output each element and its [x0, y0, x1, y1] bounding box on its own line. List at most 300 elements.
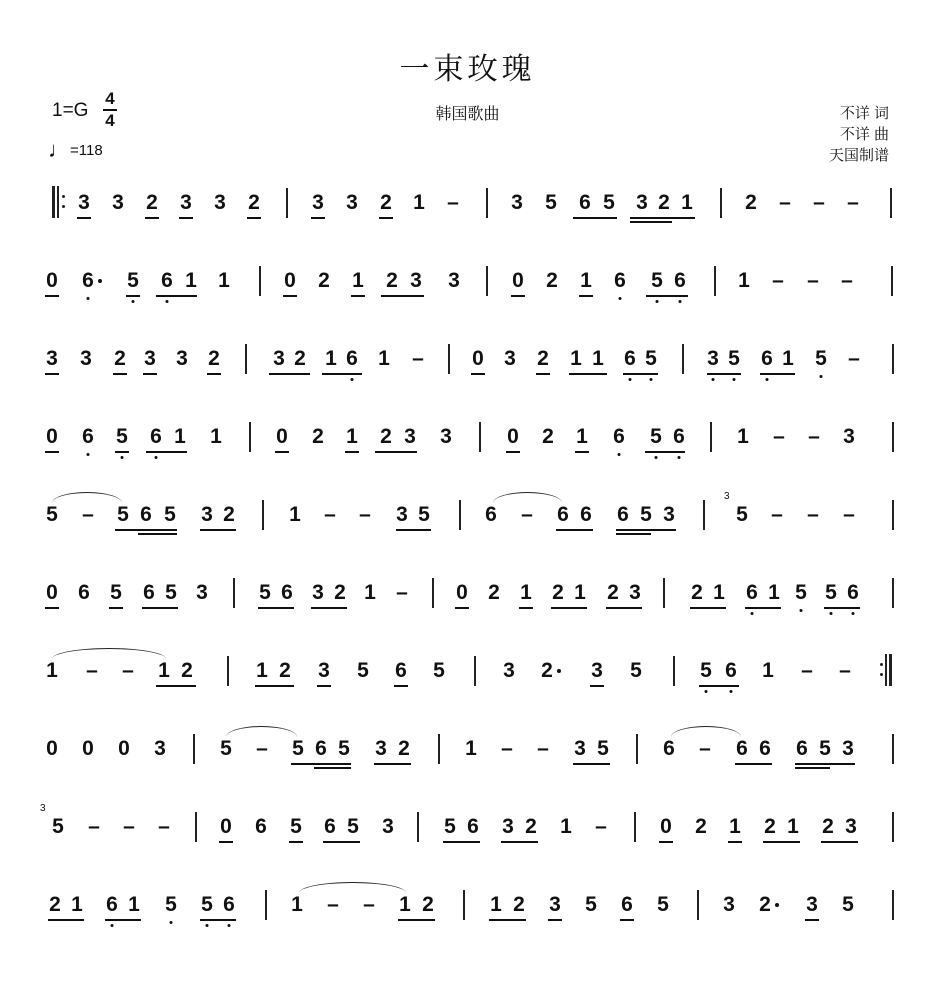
note: 5: [164, 503, 176, 526]
underline: [590, 685, 604, 687]
underline: [283, 295, 297, 297]
time-signature-top: 4: [105, 89, 115, 108]
note: 2: [764, 815, 776, 838]
underline: [317, 685, 331, 687]
note: 0: [284, 269, 296, 292]
bar-line: [720, 188, 722, 218]
beam-line: [322, 373, 362, 375]
repeat-dot: [62, 205, 65, 208]
composer-credit: 不详 曲: [839, 126, 889, 143]
underline: [143, 373, 157, 375]
lower-octave-dot: [678, 456, 681, 459]
lower-octave-dot: [730, 690, 733, 693]
dash-sustain: –: [843, 503, 855, 526]
bar-line: [703, 500, 705, 530]
bar-line: [710, 422, 712, 452]
beam-line: [115, 529, 177, 531]
note: 5: [795, 581, 807, 604]
bar-line: [892, 422, 894, 452]
lower-octave-dot: [650, 378, 653, 381]
note: 1: [738, 269, 750, 292]
dash-sustain: –: [807, 269, 819, 292]
note: 3: [806, 893, 818, 916]
dash-sustain: –: [779, 191, 791, 214]
bar-line: [286, 188, 288, 218]
note: 3: [707, 347, 719, 370]
bar-line: [195, 812, 197, 842]
underline: [77, 217, 91, 219]
note: 6: [614, 269, 626, 292]
note: 6: [759, 737, 771, 760]
note: 1: [570, 347, 582, 370]
note: 6: [315, 737, 327, 760]
dash-sustain: –: [82, 503, 94, 526]
note: 1: [46, 659, 58, 682]
song-origin: 韩国歌曲: [435, 106, 500, 123]
beam-line: [645, 451, 685, 453]
note: 0: [46, 581, 58, 604]
beam-line: [156, 295, 197, 297]
note: 2: [537, 347, 549, 370]
note: 5: [650, 425, 662, 448]
underline: [247, 217, 261, 219]
bar-line: [892, 500, 894, 530]
dash-sustain: –: [86, 659, 98, 682]
note: 1: [71, 893, 83, 916]
lower-octave-dot: [228, 924, 231, 927]
note: 6: [161, 269, 173, 292]
underline: [207, 373, 221, 375]
bar-line: [463, 890, 465, 920]
note: 1: [218, 269, 230, 292]
note: 0: [472, 347, 484, 370]
bar-line: [682, 344, 684, 374]
note: 6: [82, 425, 94, 448]
note: 5: [418, 503, 430, 526]
time-signature-bottom: 4: [105, 111, 115, 130]
note: 3: [440, 425, 452, 448]
underline: [311, 217, 325, 219]
note: 0: [46, 425, 58, 448]
note: 3: [273, 347, 285, 370]
beam-line: [398, 919, 435, 921]
note: 2: [658, 191, 670, 214]
lower-octave-dot: [655, 456, 658, 459]
note: 2: [312, 425, 324, 448]
beam-line: [795, 763, 855, 765]
beam-line: [821, 841, 858, 843]
dash-sustain: –: [88, 815, 100, 838]
note: 6: [223, 893, 235, 916]
note: 2: [546, 269, 558, 292]
note: 3: [629, 581, 641, 604]
underline: [115, 451, 129, 453]
key-signature: 1=G: [52, 100, 89, 121]
beam-line: [551, 607, 587, 609]
note: 5: [165, 581, 177, 604]
note: 6: [761, 347, 773, 370]
note: 2: [380, 425, 392, 448]
beam-line: [311, 607, 347, 609]
note: 0: [46, 737, 58, 760]
beam-line: [138, 533, 177, 535]
note: 6: [467, 815, 479, 838]
note: 3: [504, 347, 516, 370]
dash-sustain: –: [771, 503, 783, 526]
note: 3: [845, 815, 857, 838]
beam-line: [156, 685, 196, 687]
staff-row: [0, 346, 935, 406]
note: 6: [746, 581, 758, 604]
lower-octave-dot: [351, 378, 354, 381]
note: 3: [396, 503, 408, 526]
underline: [548, 919, 562, 921]
beam-line: [489, 919, 526, 921]
beam-line: [375, 451, 417, 453]
dash-sustain: –: [841, 269, 853, 292]
dash-sustain: –: [848, 347, 860, 370]
lower-octave-dot: [155, 456, 158, 459]
repeat-dot: [62, 195, 65, 198]
note: 6: [736, 737, 748, 760]
note: 0: [507, 425, 519, 448]
note: 3: [723, 893, 735, 916]
beam-line: [824, 607, 860, 609]
note: 6: [324, 815, 336, 838]
beam-line: [763, 841, 800, 843]
note: 6: [725, 659, 737, 682]
note: 2: [380, 191, 392, 214]
lower-octave-dot: [852, 612, 855, 615]
beam-line: [314, 767, 351, 769]
note: 2: [513, 893, 525, 916]
beam-line: [323, 841, 360, 843]
note: 1: [210, 425, 222, 448]
bar-line: [459, 500, 461, 530]
note: 5: [290, 815, 302, 838]
score-title: 一束玫瑰: [399, 52, 536, 87]
slur-tie: [226, 726, 297, 737]
dash-sustain: –: [772, 269, 784, 292]
note: 2: [525, 815, 537, 838]
note: 1: [768, 581, 780, 604]
bar-line: [892, 890, 894, 920]
staff-row: [0, 190, 935, 250]
note: 6: [78, 581, 90, 604]
note: 2: [488, 581, 500, 604]
beam-line: [556, 529, 593, 531]
note: 5: [825, 581, 837, 604]
note: 5: [201, 893, 213, 916]
lower-octave-dot: [712, 378, 715, 381]
note: 2: [691, 581, 703, 604]
note: 6: [580, 503, 592, 526]
note: 6: [557, 503, 569, 526]
note: 2: [386, 269, 398, 292]
underline: [345, 451, 359, 453]
underline: [45, 373, 59, 375]
note: 6: [140, 503, 152, 526]
note: 1: [520, 581, 532, 604]
note: 5: [597, 737, 609, 760]
quarter-note-icon: ♩: [48, 137, 70, 162]
note: 6: [82, 269, 94, 292]
staff-row: [0, 491, 935, 562]
bar-line: [634, 812, 636, 842]
note: 5: [127, 269, 139, 292]
tempo-value: =118: [70, 142, 103, 159]
dash-sustain: –: [123, 815, 135, 838]
note: 6: [674, 269, 686, 292]
dash-sustain: –: [327, 893, 339, 916]
underline: [519, 607, 533, 609]
beam-line: [48, 919, 84, 921]
note: 5: [117, 503, 129, 526]
note: 1: [713, 581, 725, 604]
bar-line: [262, 500, 264, 530]
underline: [45, 451, 59, 453]
note: 2: [552, 581, 564, 604]
staff-row: [0, 424, 935, 484]
note: 3: [375, 737, 387, 760]
slur-tie: [299, 882, 406, 893]
bar-line: [663, 578, 665, 608]
note: 2: [334, 581, 346, 604]
beam-line: [374, 763, 411, 765]
note: 2: [607, 581, 619, 604]
underline: [179, 217, 193, 219]
note: 6: [106, 893, 118, 916]
underline: [805, 919, 819, 921]
note: 3: [663, 503, 675, 526]
note: 6: [579, 191, 591, 214]
note: 5: [52, 815, 64, 838]
note: 3: [404, 425, 416, 448]
note: 2: [248, 191, 260, 214]
lower-octave-dot: [166, 300, 169, 303]
underline: [45, 607, 59, 609]
beam-line: [569, 373, 607, 375]
beam-line: [291, 763, 351, 765]
augmentation-dot: [557, 669, 561, 673]
dash-sustain: –: [839, 659, 851, 682]
bar-line: [417, 812, 419, 842]
underline: [379, 217, 393, 219]
note: 5: [815, 347, 827, 370]
beam-line: [200, 529, 236, 531]
note: 2: [541, 659, 553, 682]
lower-octave-dot: [733, 378, 736, 381]
repeat-thin-line: [885, 654, 887, 686]
note: 2: [208, 347, 220, 370]
note: 2: [542, 425, 554, 448]
grace-note: 3: [40, 803, 46, 814]
bar-line: [892, 578, 894, 608]
underline: [728, 841, 742, 843]
underline: [579, 295, 593, 297]
note: 3: [180, 191, 192, 214]
note: 3: [312, 191, 324, 214]
repeat-start-sign: [52, 186, 66, 218]
beam-line: [630, 221, 672, 223]
lower-octave-dot: [766, 378, 769, 381]
note: 6: [613, 425, 625, 448]
beam-line: [690, 607, 726, 609]
beam-line: [255, 685, 294, 687]
bar-line: [697, 890, 699, 920]
note: 0: [456, 581, 468, 604]
note: 2: [422, 893, 434, 916]
note: 2: [279, 659, 291, 682]
beam-line: [269, 373, 310, 375]
underline: [659, 841, 673, 843]
note: 5: [651, 269, 663, 292]
underline: [145, 217, 159, 219]
note: 3: [318, 659, 330, 682]
bar-line: [438, 734, 440, 764]
note: 6: [621, 893, 633, 916]
note: 1: [681, 191, 693, 214]
dash-sustain: –: [396, 581, 408, 604]
beam-line: [760, 373, 795, 375]
lower-octave-dot: [820, 375, 823, 378]
augmentation-dot: [98, 279, 102, 283]
staff-row: [0, 803, 935, 874]
grace-note: 3: [724, 491, 730, 502]
beam-line: [105, 919, 141, 921]
note: 5: [259, 581, 271, 604]
underline: [620, 919, 634, 921]
slur-tie: [671, 726, 741, 737]
lower-octave-dot: [170, 921, 173, 924]
lower-octave-dot: [121, 456, 124, 459]
note: 3: [842, 737, 854, 760]
note: 3: [843, 425, 855, 448]
note: 6: [346, 347, 358, 370]
underline: [219, 841, 233, 843]
note: 1: [574, 581, 586, 604]
underline: [113, 373, 127, 375]
note: 2: [318, 269, 330, 292]
note: 5: [842, 893, 854, 916]
beam-line: [142, 607, 178, 609]
note: 2: [223, 503, 235, 526]
dash-sustain: –: [412, 347, 424, 370]
underline: [506, 451, 520, 453]
bar-line: [474, 656, 476, 686]
beam-line: [623, 373, 658, 375]
note: 1: [256, 659, 268, 682]
dash-sustain: –: [122, 659, 134, 682]
note: 6: [673, 425, 685, 448]
note: 5: [116, 425, 128, 448]
repeat-thick-line: [889, 654, 892, 686]
note: 1: [413, 191, 425, 214]
underline: [471, 373, 485, 375]
note: 2: [398, 737, 410, 760]
beam-line: [699, 685, 739, 687]
bar-line: [432, 578, 434, 608]
note: 1: [352, 269, 364, 292]
repeat-thin-line: [57, 186, 59, 218]
dash-sustain: –: [801, 659, 813, 682]
beam-line: [735, 763, 772, 765]
lower-octave-dot: [206, 924, 209, 927]
beam-line: [258, 607, 294, 609]
note: 5: [645, 347, 657, 370]
dash-sustain: –: [359, 503, 371, 526]
note: 1: [592, 347, 604, 370]
note: 3: [176, 347, 188, 370]
underline: [536, 373, 550, 375]
beam-line: [616, 529, 676, 531]
bar-line: [892, 812, 894, 842]
lower-octave-dot: [87, 453, 90, 456]
bar-line: [249, 422, 251, 452]
note: 5: [357, 659, 369, 682]
note: 6: [663, 737, 675, 760]
note: 6: [617, 503, 629, 526]
note: 5: [110, 581, 122, 604]
note: 1: [325, 347, 337, 370]
bar-line: [245, 344, 247, 374]
note: 1: [174, 425, 186, 448]
beam-line: [646, 295, 688, 297]
note: 0: [220, 815, 232, 838]
note: 1: [364, 581, 376, 604]
note: 1: [289, 503, 301, 526]
note: 2: [695, 815, 707, 838]
note: 6: [624, 347, 636, 370]
dash-sustain: –: [595, 815, 607, 838]
bar-line: [714, 266, 716, 296]
note: 2: [181, 659, 193, 682]
note: 1: [787, 815, 799, 838]
beam-line: [606, 607, 642, 609]
dash-sustain: –: [537, 737, 549, 760]
note: 6: [150, 425, 162, 448]
slur-tie: [52, 492, 122, 503]
note: 6: [281, 581, 293, 604]
bar-line: [673, 656, 675, 686]
lower-octave-dot: [618, 453, 621, 456]
dash-sustain: –: [256, 737, 268, 760]
note: 3: [382, 815, 394, 838]
staff-row: [0, 580, 935, 640]
note: 6: [847, 581, 859, 604]
staff-row: [0, 736, 935, 796]
beam-line: [573, 763, 610, 765]
note: 3: [502, 815, 514, 838]
beam-line: [146, 451, 187, 453]
note: 0: [118, 737, 130, 760]
note: 1: [729, 815, 741, 838]
note: 1: [185, 269, 197, 292]
lyricist-credit: 不详 词: [839, 105, 889, 122]
slur-tie: [493, 492, 562, 503]
staff-row: [0, 658, 935, 718]
transcriber-credit: 天国制谱: [828, 147, 889, 164]
bar-line: [233, 578, 235, 608]
note: 1: [128, 893, 140, 916]
note: 5: [347, 815, 359, 838]
staff-row: [0, 268, 935, 328]
dash-sustain: –: [363, 893, 375, 916]
repeat-dot: [880, 663, 883, 666]
note: 5: [46, 503, 58, 526]
note: 3: [144, 347, 156, 370]
note: 6: [395, 659, 407, 682]
